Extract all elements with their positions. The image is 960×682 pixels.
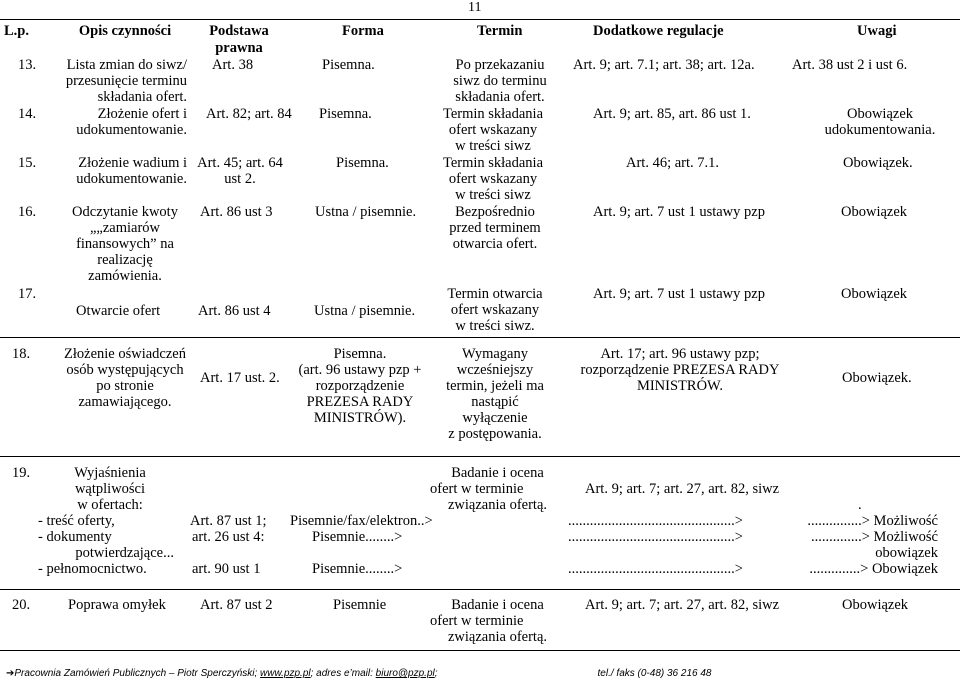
row16-podstawa: Art. 86 ust 3 xyxy=(200,204,273,220)
row17-lp: 17. xyxy=(18,286,37,302)
row18-dodatkowe-3: MINISTRÓW. xyxy=(636,378,724,394)
row-divider xyxy=(0,337,960,338)
row18-podstawa: Art. 17 ust. 2. xyxy=(200,370,280,386)
row18-uwagi: Obowiązek. xyxy=(842,370,912,386)
row19-podstawa-3: art. 90 ust 1 xyxy=(192,561,261,577)
row16-opis-5: zamówienia. xyxy=(88,268,162,284)
page-footer xyxy=(6,668,711,679)
row19-opis-6: potwierdzające... xyxy=(75,545,174,561)
footer-separator: ; xyxy=(434,668,438,679)
row15-forma: Pisemna. xyxy=(336,155,389,171)
row20-termin-2: ofert w terminie xyxy=(430,613,524,629)
row14-uwagi-2: udokumentowania. xyxy=(824,122,936,138)
row17-forma: Ustna / pisemnie. xyxy=(314,303,416,319)
row16-lp: 16. xyxy=(18,204,37,220)
row16-opis-4: realizację xyxy=(97,252,153,268)
row16-opis-2: „„zamiarów xyxy=(89,220,161,236)
row20-termin-1: Badanie i ocena xyxy=(451,597,544,613)
row18-termin-4: nastąpić xyxy=(471,394,519,410)
row19-podstawa-1: Art. 87 ust 1; xyxy=(190,513,267,529)
row14-uwagi-1: Obowiązek xyxy=(846,106,914,122)
row19-opis-2: wątpliwości xyxy=(74,481,146,497)
table-bottom-border xyxy=(0,650,960,651)
row19-dodatkowe-2: ..............................................> xyxy=(568,513,743,529)
row19-termin-1: Badanie i ocena xyxy=(451,465,544,481)
row13-lp: 13. xyxy=(18,57,37,73)
footer-org: Pracownia Zamówień Publicznych – Piotr Sperczyński; xyxy=(14,668,261,679)
row17-podstawa: Art. 86 ust 4 xyxy=(198,303,271,319)
row18-lp: 18. xyxy=(12,346,31,362)
row19-forma-3: Pisemnie........> xyxy=(312,561,403,577)
arrow-icon: ➔ xyxy=(6,668,15,679)
row17-uwagi: Obowiązek xyxy=(841,286,908,302)
row18-opis-1: Złożenie oświadczeń xyxy=(64,346,186,362)
row14-forma: Pisemna. xyxy=(319,106,372,122)
row14-opis-1: Złożenie ofert i xyxy=(97,106,187,122)
row14-podstawa: Art. 82; art. 84 xyxy=(206,106,292,122)
row15-uwagi: Obowiązek. xyxy=(843,155,913,171)
row18-opis-2: osób występujących xyxy=(66,362,184,378)
row13-termin-3: składania ofert. xyxy=(455,89,545,105)
row13-termin-2: siwz do terminu xyxy=(453,73,547,89)
row19-termin-3: związania ofertą. xyxy=(447,497,547,513)
row18-termin-2: wcześniejszy xyxy=(456,362,534,378)
footer-website-link[interactable]: www.pzp.pl xyxy=(260,668,311,679)
row18-forma-1: Pisemna. xyxy=(333,346,387,362)
row19-uwagi-5: ..............> Obowiązek xyxy=(809,561,938,577)
header-termin: Termin xyxy=(477,23,523,39)
row19-uwagi-3: ..............> Możliwość xyxy=(811,529,938,545)
row15-termin-2: ofert wskazany xyxy=(448,171,538,187)
row13-opis-1: Lista zmian do siwz/ xyxy=(66,57,187,73)
row13-opis-2: przesunięcie terminu xyxy=(65,73,187,89)
row19-dodatkowe-1: Art. 9; art. 7; art. 27, art. 82, siwz xyxy=(585,481,780,497)
row16-termin-2: przed terminem xyxy=(449,220,541,236)
row20-termin-3: związania ofertą. xyxy=(447,629,547,645)
row15-opis-1: Złożenie wadium i xyxy=(78,155,187,171)
row19-opis-3: w ofertach: xyxy=(77,497,143,513)
row15-podstawa-2: ust 2. xyxy=(224,171,256,187)
row17-opis: Otwarcie ofert xyxy=(76,303,161,319)
row18-opis-4: zamawiającego. xyxy=(78,394,172,410)
row19-opis-7: - pełnomocnictwo. xyxy=(38,561,147,577)
header-forma: Forma xyxy=(342,23,384,39)
row20-forma: Pisemnie xyxy=(333,597,387,613)
row16-opis-3: finansowych” na xyxy=(76,236,174,252)
row19-opis-5: - dokumenty xyxy=(38,529,112,545)
row18-opis-3: po stronie xyxy=(96,378,154,394)
row13-forma: Pisemna. xyxy=(322,57,375,73)
row18-dodatkowe-2: rozporządzenie PREZESA RADY xyxy=(580,362,780,378)
row13-uwagi: Art. 38 ust 2 i ust 6. xyxy=(792,57,908,73)
row-divider xyxy=(0,456,960,457)
row18-dodatkowe-1: Art. 17; art. 96 ustawy pzp; xyxy=(600,346,760,362)
header-uwagi: Uwagi xyxy=(857,23,897,39)
row14-dodatkowe: Art. 9; art. 85, art. 86 ust 1. xyxy=(593,106,751,122)
row19-uwagi-4: obowiązek xyxy=(875,545,938,561)
row15-dodatkowe: Art. 46; art. 7.1. xyxy=(626,155,720,171)
row19-uwagi-2: ...............> Możliwość xyxy=(807,513,938,529)
row19-termin-2: ofert w terminie xyxy=(430,481,524,497)
row14-termin-1: Termin składania xyxy=(442,106,544,122)
row15-podstawa-1: Art. 45; art. 64 xyxy=(197,155,283,171)
row18-termin-3: termin, jeżeli ma xyxy=(446,378,544,394)
row16-uwagi: Obowiązek xyxy=(841,204,908,220)
row19-lp: 19. xyxy=(12,465,31,481)
row20-lp: 20. xyxy=(12,597,31,613)
row17-termin-3: w treści siwz. xyxy=(455,318,535,334)
row20-uwagi: Obowiązek xyxy=(842,597,909,613)
footer-phone: tel./ faks (0-48) 36 216 48 xyxy=(597,668,712,679)
row18-forma-3: rozporządzenie xyxy=(315,378,405,394)
row18-forma-2: (art. 96 ustawy pzp + xyxy=(298,362,422,378)
row18-termin-1: Wymagany xyxy=(462,346,528,362)
row16-forma: Ustna / pisemnie. xyxy=(315,204,417,220)
row14-opis-2: udokumentowanie. xyxy=(76,122,187,138)
page-number: 11 xyxy=(468,0,482,15)
row19-uwagi-1: . xyxy=(858,497,862,513)
row20-opis: Poprawa omyłek xyxy=(68,597,166,613)
row16-termin-1: Bezpośrednio xyxy=(455,204,535,220)
row16-termin-3: otwarcia ofert. xyxy=(452,236,538,252)
row18-forma-5: MINISTRÓW). xyxy=(313,410,407,426)
row19-dodatkowe-4: ..............................................> xyxy=(568,561,743,577)
header-opis: Opis czynności xyxy=(78,23,172,39)
row13-termin-1: Po przekazaniu xyxy=(455,57,545,73)
row-divider xyxy=(0,589,960,590)
row20-dodatkowe: Art. 9; art. 7; art. 27, art. 82, siwz xyxy=(585,597,780,613)
footer-email-link[interactable]: biuro@pzp.pl xyxy=(375,668,435,679)
row19-forma-2: Pisemnie........> xyxy=(312,529,403,545)
row13-opis-3: składania ofert. xyxy=(97,89,187,105)
row13-dodatkowe: Art. 9; art. 7.1; art. 38; art. 12a. xyxy=(573,57,755,73)
row19-podstawa-2: art. 26 ust 4: xyxy=(192,529,265,545)
row16-dodatkowe: Art. 9; art. 7 ust 1 ustawy pzp xyxy=(593,204,765,220)
row15-lp: 15. xyxy=(18,155,37,171)
row19-opis-1: Wyjaśnienia xyxy=(74,465,146,481)
row18-forma-4: PREZESA RADY xyxy=(306,394,414,410)
row14-lp: 14. xyxy=(18,106,37,122)
row18-termin-6: z postępowania. xyxy=(448,426,542,442)
row17-dodatkowe: Art. 9; art. 7 ust 1 ustawy pzp xyxy=(593,286,765,302)
header-podstawa-1: Podstawa xyxy=(209,23,269,39)
header-dodatkowe: Dodatkowe regulacje xyxy=(593,23,724,39)
row14-termin-2: ofert wskazany xyxy=(448,122,538,138)
row17-termin-2: ofert wskazany xyxy=(450,302,540,318)
footer-email-label: ; adres e’mail: xyxy=(310,668,376,679)
header-podstawa-2: prawna xyxy=(215,40,263,56)
row15-termin-1: Termin składania xyxy=(442,155,544,171)
row19-opis-4: - treść oferty, xyxy=(38,513,115,529)
row16-opis-1: Odczytanie kwoty xyxy=(72,204,178,220)
row18-termin-5: wyłączenie xyxy=(462,410,528,426)
row13-podstawa: Art. 38 xyxy=(212,57,254,73)
table-top-border xyxy=(0,19,960,20)
row20-podstawa: Art. 87 ust 2 xyxy=(200,597,273,613)
row17-termin-1: Termin otwarcia xyxy=(447,286,543,302)
row15-opis-2: udokumentowanie. xyxy=(76,171,187,187)
header-lp: L.p. xyxy=(4,23,29,39)
row19-forma-1: Pisemnie/fax/elektron..> xyxy=(290,513,433,529)
row15-termin-3: w treści siwz xyxy=(455,187,531,203)
row14-termin-3: w treści siwz xyxy=(455,138,531,154)
row19-dodatkowe-3: ..............................................> xyxy=(568,529,743,545)
